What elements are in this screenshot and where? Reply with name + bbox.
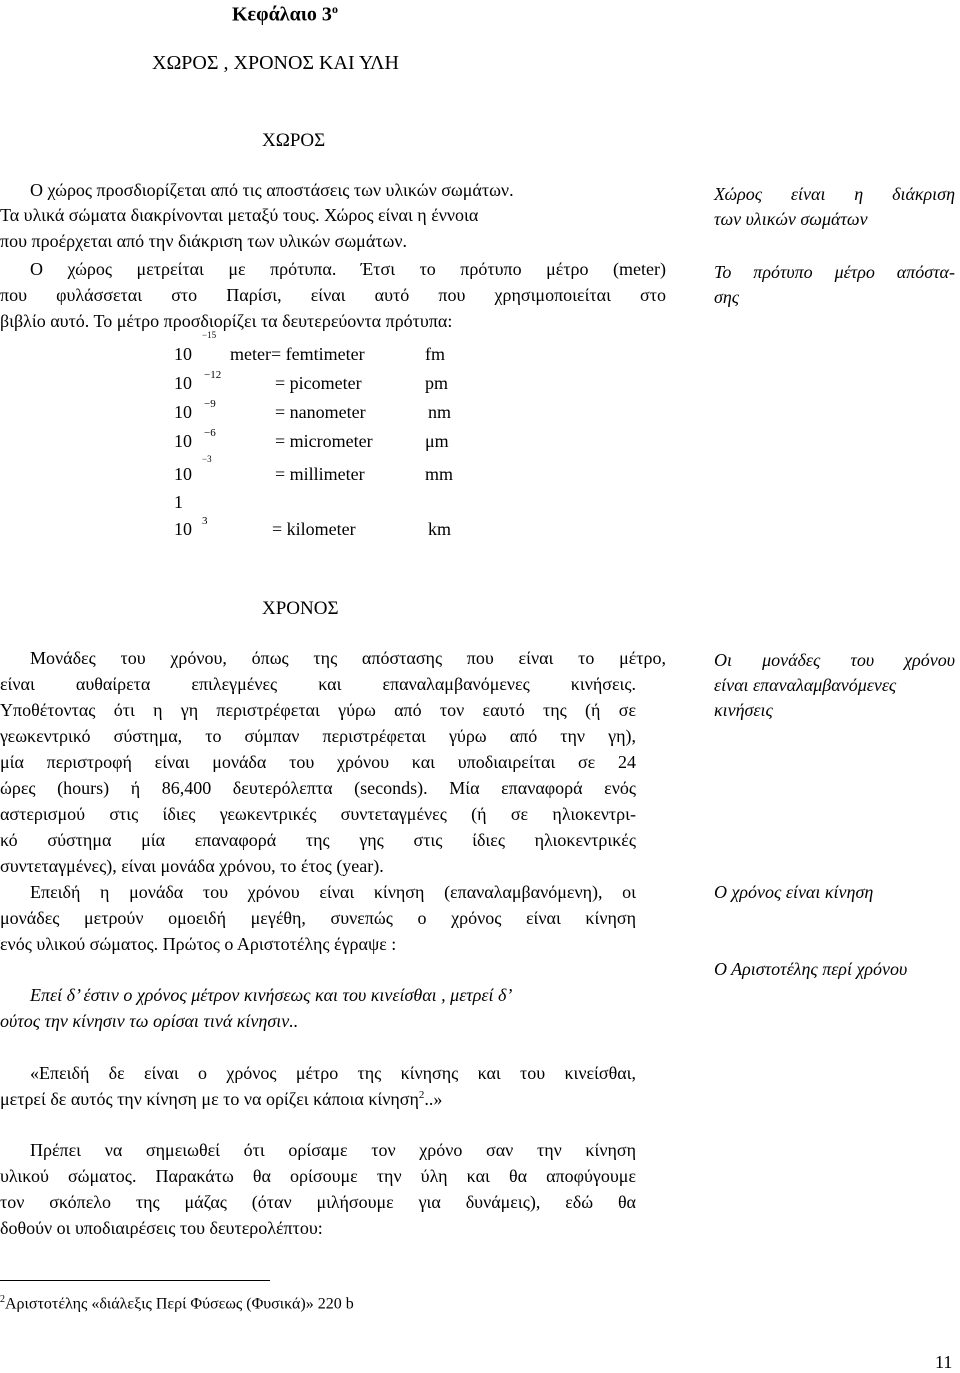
unit-row: [174, 427, 216, 452]
page-number: 11: [935, 1352, 953, 1372]
time-line-1: Μονάδες του χρόνου, όπως της απόστασης που είναι το μέτρο,: [30, 648, 666, 668]
translation-line-2: μετρεί δε αυτός την κίνηση με το να ορίζει κάποια κίνηση$^2$..»: [0, 1089, 443, 1109]
unit-row: [174, 369, 222, 394]
unit-abbr: km: [428, 519, 452, 539]
time-line-12: ενός υλικού σώματος. Πρώτος ο Αριστοτέλης έγραψε :: [0, 934, 397, 954]
margin-note-line: κινήσεις: [714, 700, 773, 720]
space-line-4: Ο χώρος μετρείται με πρότυπα. Έτσι το πρότυπο μέτρο (meter): [30, 259, 666, 279]
margin-note-line: των υλικών σωμάτων: [714, 209, 868, 229]
unit-exp: 3: [202, 515, 208, 527]
unit-abbr: pm: [425, 373, 449, 393]
margin-note-line: σης: [714, 287, 740, 307]
unit-row: [174, 492, 183, 513]
space-line-1: Ο χώρος προσδιορίζεται από τις αποστάσεις των υλικών σωμάτων.: [30, 180, 514, 200]
margin-note-line: είναι επαναλαμβανόμενες: [714, 675, 897, 695]
unit-exp: −15: [202, 330, 217, 340]
margin-note-meter: [714, 260, 955, 310]
aristotle-quote-line-1: Επεί δ’ έστιν ο χρόνος μέτρον κινήσεως και του κινείσθαι , μετρεί δ’: [30, 985, 513, 1005]
chapter-title: ΧΩΡΟΣ , ΧΡΟΝΟΣ ΚΑΙ ΥΛΗ: [152, 52, 399, 74]
margin-note-aristotle: [714, 957, 907, 982]
unit-exp: −3: [202, 454, 212, 464]
unit-abbr: μm: [425, 431, 449, 451]
time-line-10: Επειδή η μονάδα του χρόνου είναι κίνηση (επαναλαμβανόμενη), οι: [30, 882, 636, 902]
margin-note-line: Οι μονάδες του χρόνου: [714, 650, 955, 670]
margin-note-line: Ο χρόνος είναι κίνηση: [714, 882, 874, 902]
unit-base: 10: [174, 519, 192, 539]
unit-row: [174, 398, 216, 423]
space-line-2: Τα υλικά σώματα διακρίνονται μεταξύ τους. Χώρος είναι η έννοια: [0, 205, 479, 225]
margin-note-space: [714, 182, 955, 232]
unit-base: 10: [174, 464, 192, 484]
unit-name: meter= femtimeter: [230, 344, 365, 364]
closing-line-4: δοθούν οι υποδιαιρέσεις του δευτερολέπτου:: [0, 1218, 323, 1238]
unit-row: [174, 454, 212, 485]
space-line-3: που προέρχεται από την διάκριση των υλικών σωμάτων.: [0, 231, 407, 251]
margin-note-time-motion: [714, 880, 873, 905]
time-heading: ΧΡΟΝΟΣ: [262, 598, 339, 619]
unit-base: 10: [174, 431, 192, 451]
unit-row: [174, 330, 217, 365]
time-line-8: κό σύστημα μία επαναφορά της γης στις ίδιες ηλιοκεντρικές: [0, 830, 636, 850]
closing-line-3: τον σκόπελο της μάζας (όταν μιλήσουμε για δυνάμεις), εδώ θα: [0, 1192, 636, 1212]
margin-note-time-units: [714, 648, 955, 723]
margin-note-line: Το πρότυπο μέτρο απόστα-: [714, 262, 955, 282]
time-line-5: μία περιστροφή είναι μονάδα του χρόνου και υποδιαιρείται σε 24: [0, 752, 636, 772]
space-line-6: βιβλίο αυτό. Το μέτρο προσδιορίζει τα δευτερεύοντα πρότυπα:: [0, 311, 453, 331]
unit-name: = micrometer: [275, 431, 373, 451]
closing-line-2: υλικού σώματος. Παρακάτω θα ορίσουμε την ύλη και θα αποφύγουμε: [0, 1166, 636, 1186]
unit-abbr: fm: [425, 344, 445, 364]
unit-abbr: nm: [428, 402, 452, 422]
space-line-5: που φυλάσσεται στο Παρίσι, είναι αυτό που χρησιμοποιείται στο: [0, 285, 666, 305]
time-line-6: ώρες (hours) ή 86,400 δευτερόλεπτα (seconds). Μία επαναφορά ενός: [0, 778, 636, 798]
unit-exp: −12: [204, 369, 222, 381]
unit-abbr: mm: [425, 464, 454, 484]
unit-name: = millimeter: [275, 464, 365, 484]
translation-line-1: «Επειδή δε είναι ο χρόνος μέτρο της κίνησης και του κινείσθαι,: [30, 1063, 636, 1083]
unit-row: [174, 515, 208, 540]
unit-base: 10: [174, 402, 192, 422]
time-line-9: συντεταγμένες), είναι μονάδα χρόνου, το έτος (year).: [0, 856, 384, 876]
margin-note-line: Χώρος είναι η διάκριση: [714, 184, 955, 204]
time-line-3: Υποθέτοντας ότι η γη περιστρέφεται γύρω από τον εαυτό της (ή σε: [0, 700, 636, 720]
unit-name: = nanometer: [275, 402, 366, 422]
unit-base: 10: [174, 344, 192, 364]
footnote-ref: 2: [418, 1089, 425, 1101]
margin-note-line: Ο Αριστοτέλης περί χρόνου: [714, 959, 908, 979]
unit-base: 1: [174, 492, 183, 512]
closing-line-1: Πρέπει να σημειωθεί ότι ορίσαμε τον χρόνο σαν την κίνηση: [30, 1140, 636, 1160]
time-line-2: είναι αυθαίρετα επιλεγμένες και επαναλαμβανόμενες κινήσεις.: [0, 674, 636, 694]
unit-exp: −6: [204, 427, 216, 439]
time-line-7: αστερισμού στις ίδιες γεωκεντρικές συντεταγμένες (ή σε ηλιοκεντρι-: [0, 804, 636, 824]
space-heading: ΧΩΡΟΣ: [262, 130, 326, 151]
unit-base: 10: [174, 373, 192, 393]
unit-name: = picometer: [275, 373, 362, 393]
chapter-label: Κεφάλαιο $3^o$: [232, 2, 338, 26]
unit-exp: −9: [204, 398, 216, 410]
footnote: $^2$Αριστοτέλης «διάλεξις Περί Φύσεως (Φυσικά)» 220 b: [0, 1294, 354, 1313]
time-line-4: γεωκεντρικό σύστημα, το σύμπαν περιστρέφεται γύρω από την γη),: [0, 726, 636, 746]
aristotle-quote-line-2: ούτος την κίνησιν τω ορίσαι τινά κίνησιν..: [0, 1011, 299, 1031]
footnote-divider: [0, 1280, 270, 1281]
time-line-11: μονάδες μετρούν ομοειδή μεγέθη, συνεπώς ο χρόνος είναι κίνηση: [0, 908, 636, 928]
unit-name: = kilometer: [272, 519, 356, 539]
